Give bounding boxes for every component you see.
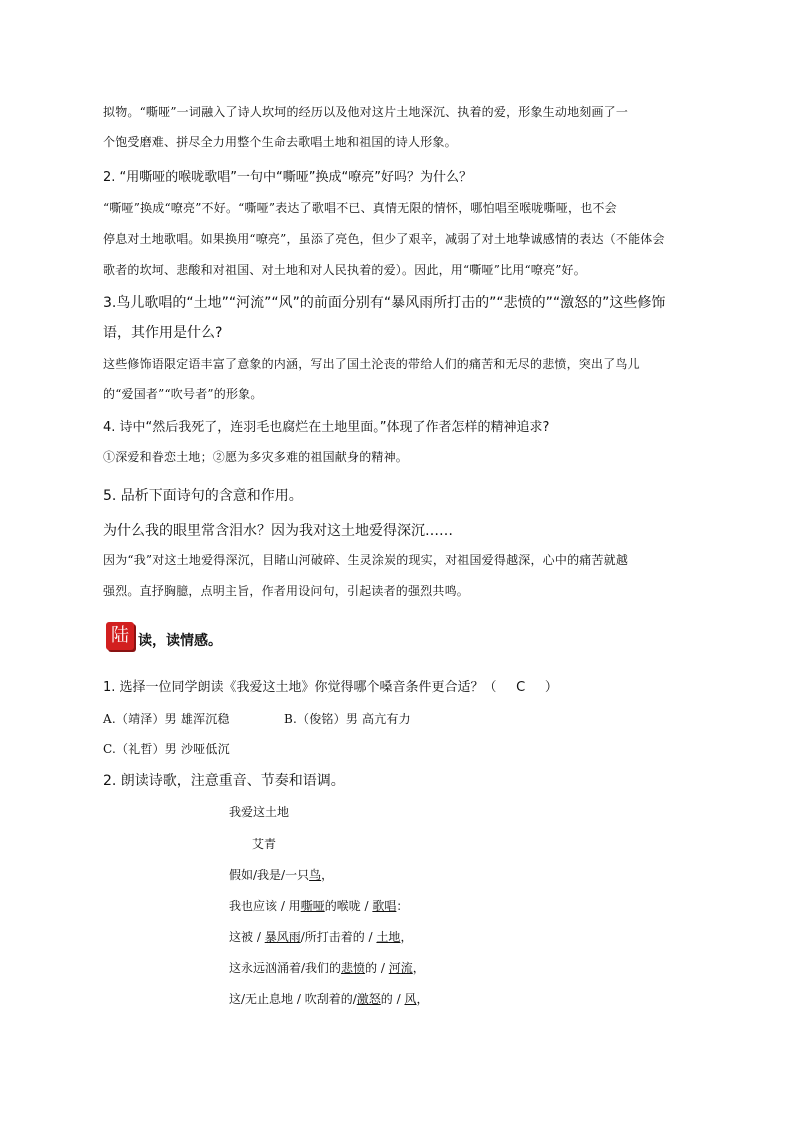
poem-text: 的 / [380, 992, 405, 1006]
poem-text: 的 / [365, 961, 389, 975]
poem-text: ， [400, 930, 413, 944]
reading-question-1-close: ） [544, 680, 558, 695]
poem-text: ： [396, 899, 409, 913]
answer-3-line: 的“爱国者”“吹号者”的形象。 [103, 387, 263, 401]
option-b: B.（俊铭）男 高亢有力 [284, 712, 411, 726]
poem-text: ， [416, 992, 429, 1006]
reading-question-1-text: 1. 选择一位同学朗读《我爱这土地》你觉得哪个嗓音条件更合适？（ [103, 680, 497, 695]
question-5: 5. 品析下面诗句的含意和作用。 [103, 488, 303, 504]
poem-text: 我也应该 / 用 [229, 899, 301, 913]
poem-title: 我爱这土地 [229, 805, 290, 819]
answer-2-line: 歌者的坎坷、悲酸和对祖国、对土地和对人民执着的爱）。因此，用“嘶哑”比用“嘹亮”好。 [103, 263, 586, 277]
answer-5-line: 强烈。直抒胸臆，点明主旨，作者用设问句，引起读者的强烈共鸣。 [103, 584, 470, 598]
answer-5-line: 因为“我”对这土地爱得深沉，目睹山河破碎、生灵涂炭的现实，对祖国爱得越深，心中的痛苦就越 [103, 553, 629, 567]
poem-line-1 [229, 866, 333, 883]
answer-4: ①深爱和眷恋土地；②愿为多灾多难的祖国献身的精神。 [103, 450, 409, 464]
poem-line-2 [229, 897, 408, 914]
poem-stress: 风 [404, 992, 417, 1006]
section-badge: 陆 [106, 622, 134, 650]
poem-stress: 河流 [388, 961, 413, 975]
poem-stress: 土地 [376, 930, 401, 944]
poem-stress: 暴风雨 [264, 930, 301, 944]
poem-text: ， [412, 961, 425, 975]
answer-2-line: 停息对土地歌唱。如果换用“嘹亮”，虽添了亮色，但少了艰辛，减弱了对土地挚诚感情的表达（不能体会 [103, 232, 665, 246]
poem-line-4 [229, 959, 425, 976]
question-3-cont: 语，其作用是什么? [103, 325, 223, 341]
poem-text: ， [321, 868, 334, 882]
option-a: A.（靖泽）男 雄浑沉稳 [103, 712, 230, 726]
poem-text: 这/无止息地 / 吹刮着的/ [229, 992, 357, 1006]
answer-text-line: 拟物。“嘶哑”一词融入了诗人坎坷的经历以及他对这片土地深沉、执着的爱，形象生动地刻画了一 [103, 105, 629, 119]
question-2: 2. “用嘶哑的喉咙歌唱”一句中“嘶哑”换成“嘹亮”好吗？为什么？ [103, 170, 472, 185]
question-4: 4. 诗中“然后我死了，连羽毛也腐烂在土地里面。”体现了作者怎样的精神追求? [103, 420, 550, 435]
section-title: 读，读情感。 [138, 633, 222, 649]
poem-text: 的喉咙 / [324, 899, 373, 913]
question-5-quote: 为什么我的眼里常含泪水？因为我对这土地爱得深沉…… [103, 523, 453, 539]
poem-line-5 [229, 990, 429, 1007]
answer-3-line: 这些修饰语限定语丰富了意象的内涵，写出了国土沦丧的带给人们的痛苦和无尽的悲愤，突出了鸟儿 [103, 357, 640, 371]
answer-2-line: “嘶哑”换成“嘹亮”不好。“嘶哑”表达了歌唱不已、真情无限的情怀，哪怕唱至喉咙嘶哑，也不会 [103, 201, 617, 215]
poem-stress: 嘶哑 [300, 899, 325, 913]
poem-text: 这被 / [229, 930, 265, 944]
poem-stress: 悲愤 [341, 961, 366, 975]
poem-stress: 歌唱 [372, 899, 397, 913]
reading-question-1-answer: C [516, 680, 526, 695]
answer-text-line: 个饱受磨难、拼尽全力用整个生命去歌唱土地和祖国的诗人形象。 [103, 135, 457, 149]
reading-question-1 [103, 676, 558, 695]
poem-stress: 鸟 [309, 868, 322, 882]
poem-text: 这永远汹涌着/我们的 [229, 961, 342, 975]
poem-text: /所打击着的 / [300, 930, 377, 944]
poem-author: 艾青 [252, 837, 277, 851]
poem-line-3 [229, 928, 412, 945]
poem-stress: 激怒 [356, 992, 381, 1006]
question-3: 3.鸟儿歌唱的“土地”“河流”“风”的前面分别有“暴风雨所打击的”“悲愤的”“激怒的”这些修饰 [103, 295, 666, 311]
option-c: C.（礼哲）男 沙哑低沉 [103, 742, 230, 756]
reading-question-2: 2. 朗读诗歌，注意重音、节奏和语调。 [103, 773, 345, 789]
poem-text: 假如/我是/一只 [229, 868, 310, 882]
